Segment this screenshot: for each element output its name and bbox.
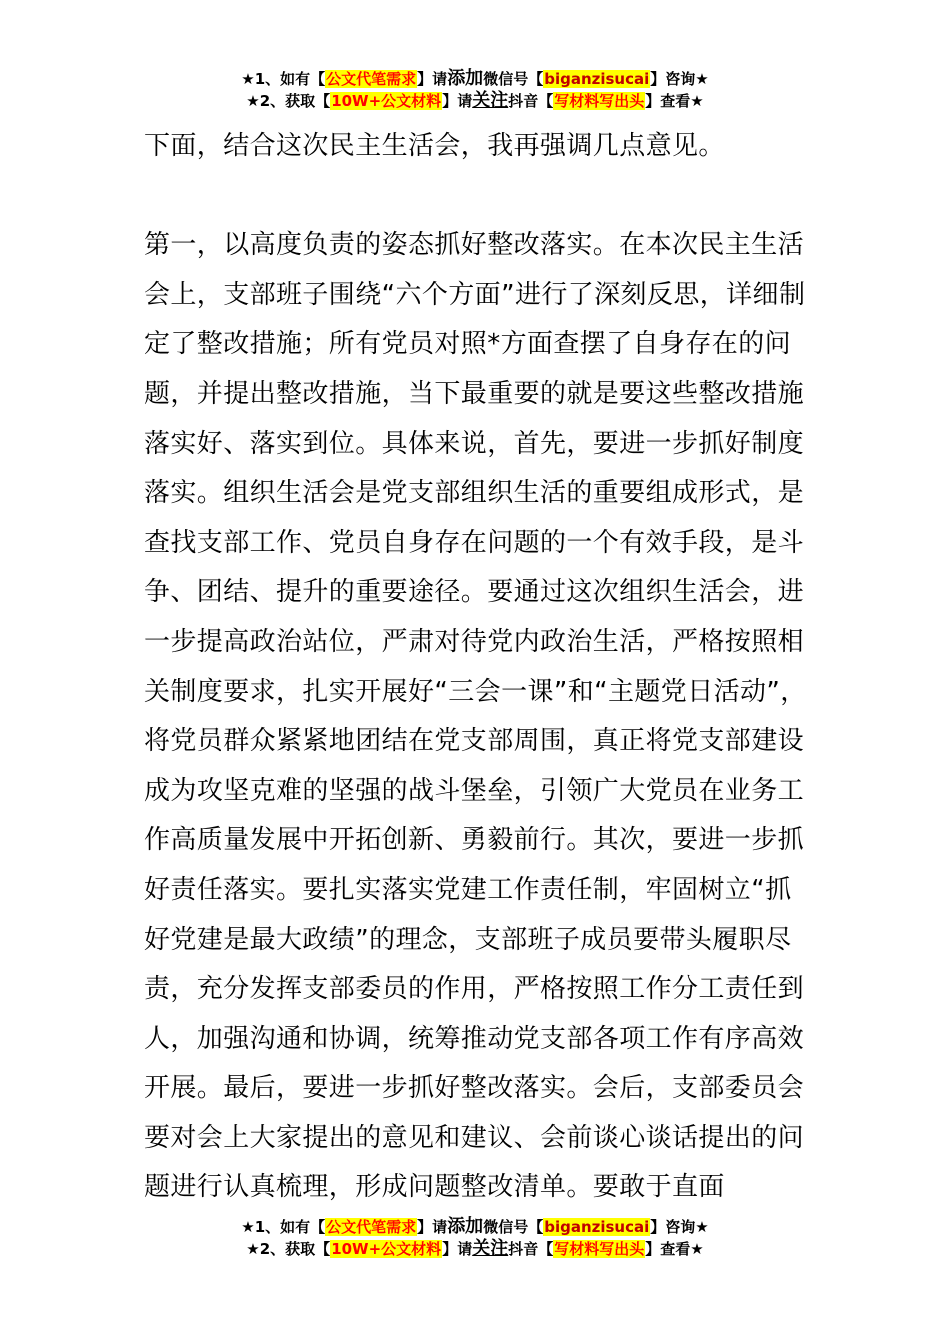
- banner-highlight-wechat-id: biganzisucai: [544, 70, 650, 88]
- banner-text-follow: 关注: [472, 1238, 509, 1259]
- banner-text: 】请: [442, 92, 473, 110]
- paragraph-first-point: 第一，以高度负责的姿态抓好整改落实。在本次民主生活会上，支部班子围绕“六个方面”进行了深刻反思，详细制定了整改措施；所有党员对照*方面查摆了自身存在的问题，并提出整改措施，当下最重要的就是要这些整改措施落实好、落实到位。具体来说，首先，要进一步抓好制度落实。组织生活会是党支部组织生活的重要组成形式，是查找支部工作、党员自身存在问题的一个有效手段，是斗争、团结、提升的重要途径。要通过这次组织生活会，进一步提高政治站位，严肃对待党内政治生活，严格按照相关制度要求，扎实开展好“三会一课”和“主题党日活动”，将党员群众紧紧地团结在党支部周围，真正将党支部建设成为攻坚克难的坚强的战斗堡垒，引领广大党员在业务工作高质量发展中开拓创新、勇毅前行。其次，要进一步抓好责任落实。要扎实落实党建工作责任制，牢固树立“抓好党建是最大政绩”的理念，支部班子成员要带头履职尽责，充分发挥支部委员的作用，严格按照工作分工责任到人，加强沟通和协调，统筹推动党支部各项工作有序高效开展。最后，要进一步抓好整改落实。会后，支部委员会要对会上大家提出的意见和建议、会前谈心谈话提出的问题进行认真梳理，形成问题整改清单。要敢于直面: [144, 230, 807, 1203]
- banner-text: ★2、获取【: [246, 92, 331, 110]
- banner-text: 抖音【: [508, 92, 554, 110]
- banner-highlight-wechat-id: biganzisucai: [544, 1218, 650, 1236]
- banner-highlight-douyin: 写材料写出头: [554, 1240, 645, 1258]
- banner-text: 】咨询★: [650, 1218, 709, 1236]
- banner-line-1: [0, 1216, 950, 1238]
- footer-banner: [0, 1216, 950, 1260]
- paragraph-gap: [144, 172, 808, 222]
- banner-highlight-service: 公文代笔需求: [326, 1218, 417, 1236]
- banner-text: 】查看★: [645, 92, 704, 110]
- banner-text: ★1、如有【: [241, 70, 326, 88]
- banner-text: 】咨询★: [650, 70, 709, 88]
- document-body: [144, 122, 808, 1213]
- banner-text: ★1、如有【: [241, 1218, 326, 1236]
- banner-text: 】请: [442, 1240, 473, 1258]
- banner-text: 】请: [417, 70, 448, 88]
- banner-highlight-materials: 10W+公文材料: [331, 92, 442, 110]
- banner-text: 】请: [417, 1218, 448, 1236]
- header-banner: [0, 68, 950, 112]
- banner-text-add: 添加: [447, 1216, 484, 1237]
- banner-highlight-materials: 10W+公文材料: [331, 1240, 442, 1258]
- banner-text: ★2、获取【: [246, 1240, 331, 1258]
- banner-line-2: [0, 1238, 950, 1260]
- banner-line-2: [0, 90, 950, 112]
- banner-text-follow: 关注: [472, 90, 509, 111]
- banner-highlight-douyin: 写材料写出头: [554, 92, 645, 110]
- banner-highlight-service: 公文代笔需求: [326, 70, 417, 88]
- banner-text: 抖音【: [508, 1240, 554, 1258]
- banner-line-1: [0, 68, 950, 90]
- banner-text: 】查看★: [645, 1240, 704, 1258]
- banner-text: 微信号【: [483, 1218, 544, 1236]
- banner-text-add: 添加: [447, 68, 484, 89]
- paragraph-intro: 下面，结合这次民主生活会，我再强调几点意见。: [144, 131, 725, 161]
- banner-text: 微信号【: [483, 70, 544, 88]
